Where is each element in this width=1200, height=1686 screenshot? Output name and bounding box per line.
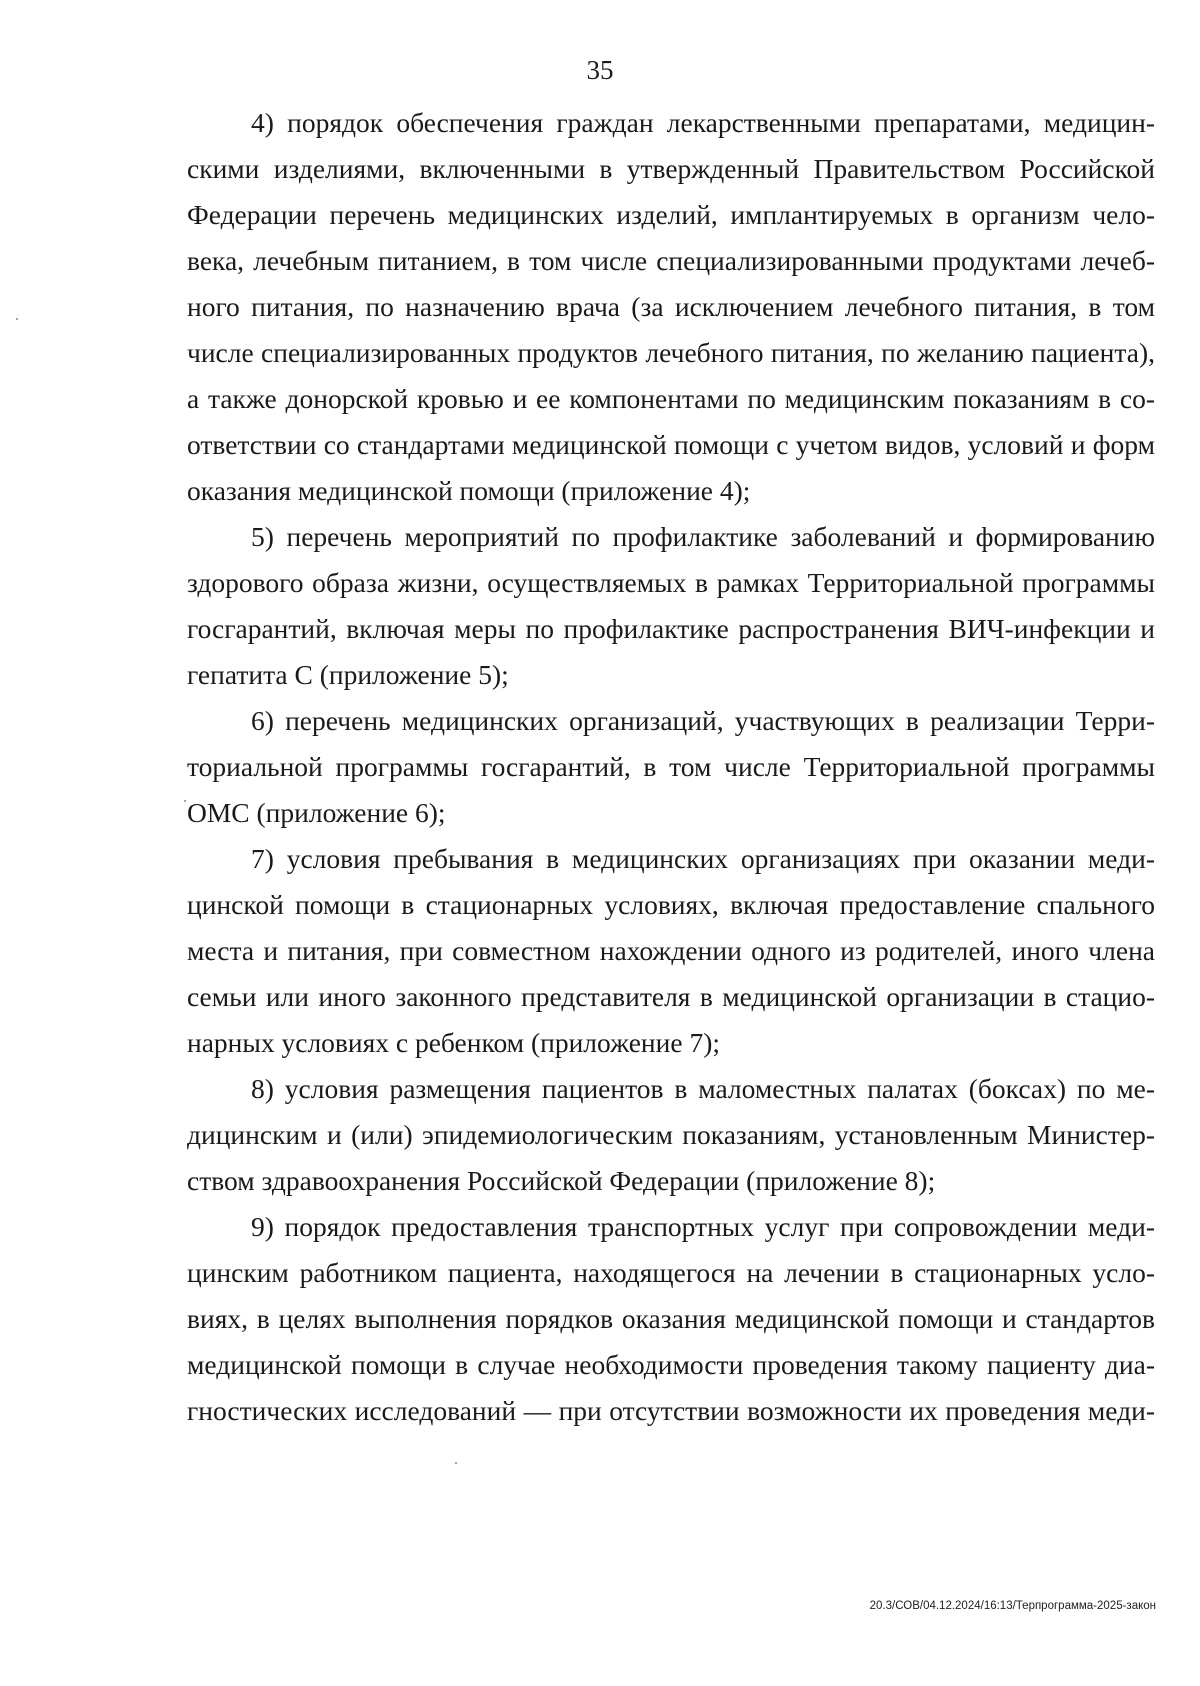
text-line: 8) условия размещения пациентов в маломестных палатах (боксах) по ме-: [251, 1073, 1155, 1104]
paragraph-item-8: [187, 1066, 1155, 1204]
text-line: здорового образа жизни, осуществляемых в рамках Территориальной программы: [187, 567, 1155, 598]
text-line: скими изделиями, включенными в утвержденный Правительством Российской: [187, 153, 1155, 184]
text-line: оказания медицинской помощи (приложение 4);: [187, 475, 751, 506]
text-line: цинским работником пациента, находящегося на лечении в стационарных усло-: [187, 1257, 1155, 1288]
scan-speck: [455, 1462, 457, 1464]
paragraph-item-5: [187, 514, 1155, 698]
text-line: ОМС (приложение 6);: [187, 797, 446, 828]
text-line: медицинской помощи в случае необходимости проведения такому пациенту диа-: [187, 1349, 1155, 1380]
text-line: 4) порядок обеспечения граждан лекарственными препаратами, медицин-: [251, 107, 1155, 138]
text-line: 5) перечень мероприятий по профилактике заболеваний и формированию: [251, 521, 1155, 552]
text-line: 6) перечень медицинских организаций, участвующих в реализации Терри-: [251, 705, 1155, 736]
text-line: ториальной программы госгарантий, в том числе Территориальной программы: [187, 751, 1155, 782]
page-number: 35: [586, 55, 614, 85]
text-line: Федерации перечень медицинских изделий, имплантируемых в организм чело-: [187, 199, 1155, 230]
text-line: 7) условия пребывания в медицинских организациях при оказании меди-: [251, 843, 1155, 874]
document-body: [187, 100, 1155, 1434]
text-line: места и питания, при совместном нахождении одного из родителей, иного члена: [187, 935, 1155, 966]
text-line: семьи или иного законного представителя в медицинской организации в стацио-: [187, 981, 1155, 1012]
text-line: дицинским и (или) эпидемиологическим показаниям, установленным Министер-: [187, 1119, 1155, 1150]
text-line: а также донорской кровью и ее компонентами по медицинским показаниям в со-: [187, 383, 1155, 414]
paragraph-item-9: [187, 1204, 1155, 1434]
paragraph-item-7: [187, 836, 1155, 1066]
text-line: века, лечебным питанием, в том числе специализированными продуктами лечеб-: [187, 245, 1155, 276]
paragraph-item-6: [187, 698, 1155, 836]
text-line: гностических исследований — при отсутствии возможности их проведения меди-: [187, 1395, 1155, 1426]
text-line: 9) порядок предоставления транспортных услуг при сопровождении меди-: [251, 1211, 1155, 1242]
text-line: гепатита С (приложение 5);: [187, 659, 509, 690]
text-line: нарных условиях с ребенком (приложение 7);: [187, 1027, 720, 1058]
text-line: ответствии со стандартами медицинской помощи с учетом видов, условий и форм: [187, 429, 1155, 460]
scan-speck: [184, 800, 186, 802]
text-line: цинской помощи в стационарных условиях, включая предоставление спального: [187, 889, 1155, 920]
scan-speck: [16, 318, 18, 320]
text-line: ством здравоохранения Российской Федерации (приложение 8);: [187, 1165, 936, 1196]
text-line: числе специализированных продуктов лечебного питания, по желанию пациента),: [187, 337, 1155, 368]
text-line: госгарантий, включая меры по профилактике распространения ВИЧ-инфекции и: [187, 613, 1155, 644]
paragraph-item-4: [187, 100, 1155, 514]
text-line: виях, в целях выполнения порядков оказания медицинской помощи и стандартов: [187, 1303, 1155, 1334]
document-footer-code: 20.3/СОВ/04.12.2024/16:13/Терпрограмма-2025-закон: [869, 1600, 1156, 1612]
text-line: ного питания, по назначению врача (за исключением лечебного питания, в том: [187, 291, 1155, 322]
